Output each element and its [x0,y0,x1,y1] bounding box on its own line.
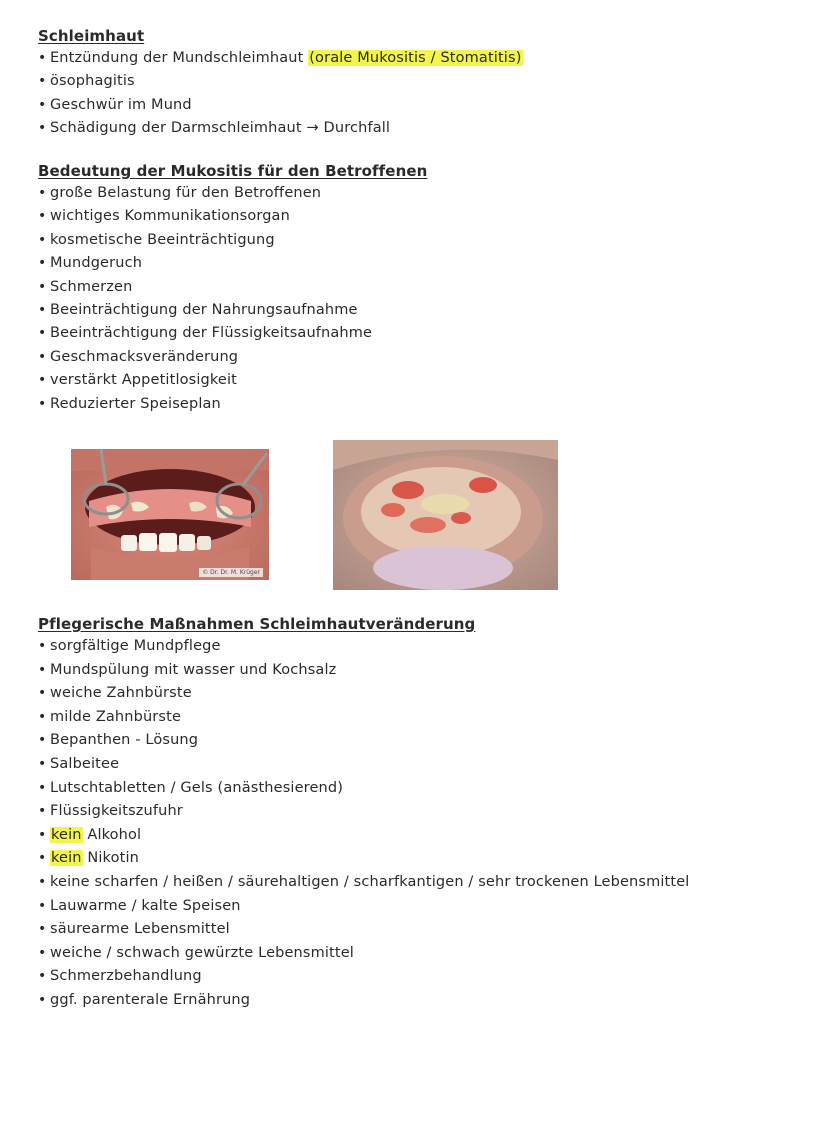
item-text: große Belastung für den Betroffenen [50,185,322,201]
list-item [38,299,427,322]
item-text: Lutschtabletten / Gels (anästhesierend) [50,779,344,796]
item-text: Geschmacksveränderung [50,348,239,365]
list-item [38,635,689,659]
list-item [38,989,689,1013]
item-text: kosmetische Beeinträchtigung [50,231,275,248]
item-text: Schädigung der Darmschleimhaut → Durchfall [50,120,391,137]
item-text: ösophagitis [50,73,135,90]
item-text: Beeinträchtigung der Nahrungsaufnahme [50,301,358,318]
list-item [38,895,689,919]
item-text: Bepanthen - Lösung [50,732,199,749]
section-heading: Schleimhaut [38,27,145,45]
list-item [38,706,689,730]
item-text-rest: Alkohol [82,826,142,843]
list-item [38,777,689,801]
list-item [38,117,523,140]
list-item [38,753,689,777]
list-item [38,276,427,299]
photo-illustration [333,440,558,590]
list-item [38,94,523,117]
item-text: weiche Zahnbürste [50,685,192,702]
highlighted-text: (orale Mukositis / Stomatitis) [309,50,522,66]
photo-illustration [71,449,269,580]
highlighted-text: kein [51,826,82,843]
item-text: weiche / schwach gewürzte Lebensmittel [50,944,354,961]
item-text: Lauwarme / kalte Speisen [50,897,241,914]
list-item [38,942,689,966]
list-item [38,322,427,345]
list-item [38,229,427,252]
list-item [38,393,427,416]
list-item [38,346,427,369]
mouth-mucositis-photo-1 [71,449,269,580]
item-text: ggf. parenterale Ernährung [50,991,251,1008]
list-item [38,682,689,706]
section-schleimhaut [38,25,523,141]
item-text: Schmerzbehandlung [50,968,202,985]
item-text: sorgfältige Mundpflege [50,638,221,654]
item-text-rest: Nikotin [82,850,139,867]
list-item [38,871,689,895]
item-text: Beeinträchtigung der Flüssigkeitsaufnahme [50,325,373,342]
item-text: Flüssigkeitszufuhr [50,803,183,820]
list-item [38,47,523,70]
item-text: säurearme Lebensmittel [50,921,230,938]
bullet-list [38,182,427,416]
bullet-list [38,635,689,1013]
bullet-list [38,47,523,141]
list-item [38,729,689,753]
list-item [38,965,689,989]
item-text: wichtiges Kommunikationsorgan [50,208,290,225]
photo-credit: © Dr. Dr. M. Krüger [199,568,263,577]
section-pflegerische-massnahmen [38,613,689,1013]
list-item [38,918,689,942]
section-bedeutung [38,160,427,416]
item-text: Mundgeruch [50,255,143,272]
item-text: milde Zahnbürste [50,708,182,725]
list-item [38,824,689,848]
item-text: Entzündung der Mundschleimhaut [50,50,309,66]
list-item [38,369,427,392]
item-text: Salbeitee [50,755,120,772]
list-item [38,182,427,205]
list-item [38,205,427,228]
list-item [38,70,523,93]
mouth-mucositis-photo-2 [333,440,558,590]
item-text: Geschwür im Mund [50,96,192,113]
list-item [38,659,689,683]
list-item [38,252,427,275]
item-text: Schmerzen [50,278,133,295]
item-text: keine scharfen / heißen / säurehaltigen / scharfkantigen / sehr trockenen Lebensmittel [50,873,690,890]
list-item [38,800,689,824]
highlighted-text: kein [51,850,82,867]
item-text: Mundspülung mit wasser und Kochsalz [50,661,337,678]
section-heading: Pflegerische Maßnahmen Schleimhautveränderung [38,615,476,633]
item-text: Reduzierter Speiseplan [50,395,221,412]
section-heading: Bedeutung der Mukositis für den Betroffenen [38,162,428,180]
item-text: verstärkt Appetitlosigkeit [50,372,237,389]
list-item [38,847,689,871]
